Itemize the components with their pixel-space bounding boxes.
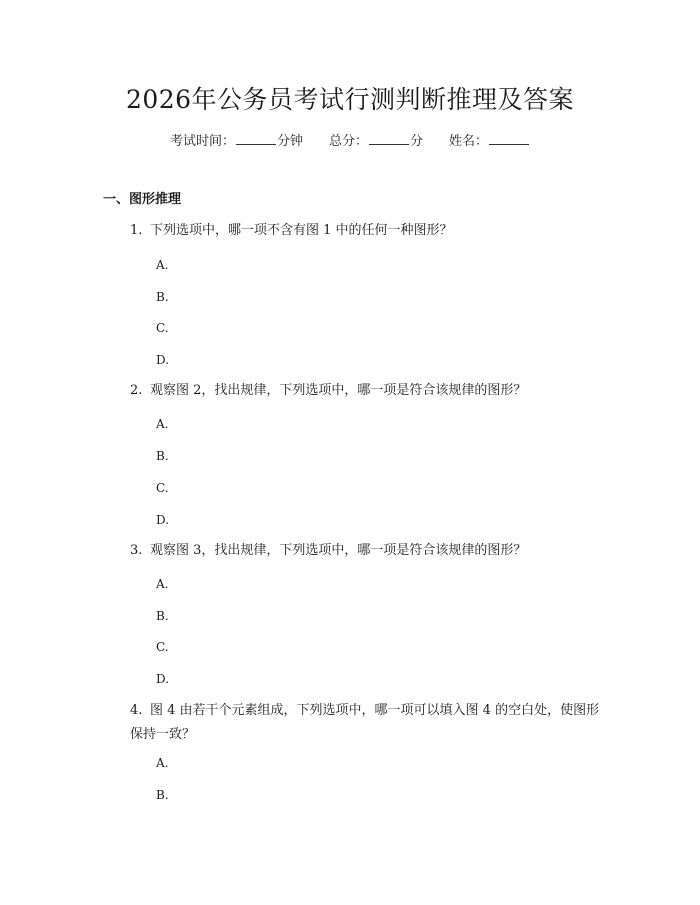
option-c[interactable]: C. [156, 640, 169, 654]
time-label: 考试时间： [169, 134, 235, 149]
score-label: 总分： [328, 134, 368, 149]
option-a[interactable]: A. [156, 417, 169, 431]
question-3 [130, 542, 526, 560]
page-title: 2026年公务员考试行测判断推理及答案 [125, 85, 575, 114]
score-unit: 分 [410, 134, 424, 149]
question-text: 下列选项中，哪一项不含有图 1 中的任何一种图形？ [150, 223, 453, 238]
option-c[interactable]: C. [156, 321, 169, 335]
question-number: 4. [130, 703, 143, 718]
question-2 [130, 382, 526, 400]
question-number: 2. [130, 383, 143, 398]
option-a[interactable]: A. [156, 258, 169, 272]
question-text: 观察图 2，找出规律，下列选项中，哪一项是符合该规律的图形？ [150, 383, 527, 398]
option-b[interactable]: B. [156, 290, 169, 304]
time-blank [236, 132, 276, 145]
question-1 [130, 222, 453, 240]
option-d[interactable]: D. [156, 513, 170, 527]
option-a[interactable]: A. [156, 756, 169, 770]
section-heading: 一、图形推理 [103, 192, 182, 207]
option-d[interactable]: D. [156, 672, 170, 686]
option-b[interactable]: B. [156, 449, 169, 463]
question-number: 3. [130, 543, 143, 558]
name-blank [489, 132, 529, 145]
option-d[interactable]: D. [156, 353, 170, 367]
name-label: 姓名： [449, 134, 489, 149]
question-number: 1. [130, 223, 143, 238]
option-a[interactable]: A. [156, 577, 169, 591]
option-b[interactable]: B. [156, 788, 169, 802]
option-b[interactable]: B. [156, 609, 169, 623]
question-4 [130, 699, 600, 747]
question-text: 图 4 由若干个元素组成，下列选项中，哪一项可以填入图 4 的空白处，使图形保持一致？ [130, 703, 600, 742]
option-c[interactable]: C. [156, 481, 169, 495]
exam-meta-line [0, 132, 700, 151]
question-text: 观察图 3，找出规律，下列选项中，哪一项是符合该规律的图形？ [150, 543, 527, 558]
time-unit: 分钟 [276, 134, 303, 149]
score-blank [369, 132, 409, 145]
